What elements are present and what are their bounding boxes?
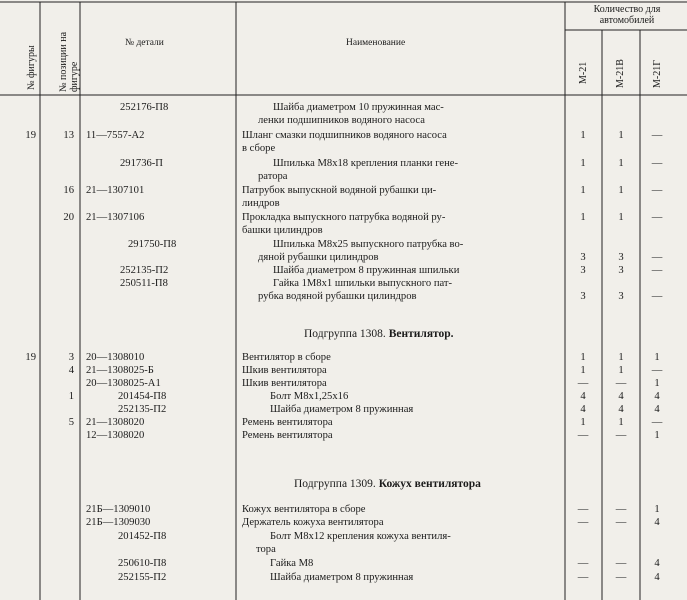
qty-m21: 1 — [580, 185, 586, 196]
qty-m21v: 1 — [618, 365, 624, 376]
qty-m21g: 4 — [654, 404, 660, 415]
position-number: 4 — [68, 365, 74, 376]
header-pos: № позиции на фигуре — [58, 31, 80, 92]
qty-m21: — — [577, 504, 589, 515]
header-name: Наименование — [346, 38, 406, 48]
table-row — [0, 557, 687, 570]
qty-m21v: 1 — [618, 417, 624, 428]
qty-m21g: — — [651, 158, 663, 169]
subgroup-heading — [294, 478, 481, 490]
qty-m21: — — [577, 572, 589, 583]
part-number: 291736-П — [120, 158, 163, 169]
figure-number: 19 — [25, 352, 36, 363]
part-name: Шайба диаметром 8 пружинная — [270, 404, 414, 415]
part-name: Вентилятор в сборе — [242, 352, 331, 363]
header-model-m21v: М-21В — [615, 59, 626, 88]
qty-m21g: 1 — [654, 430, 660, 441]
part-number: 252135-П2 — [120, 265, 169, 276]
qty-m21g: — — [651, 291, 663, 302]
qty-m21g: — — [651, 417, 663, 428]
part-number: 21—1307106 — [86, 212, 145, 223]
table-row — [0, 264, 687, 277]
part-name: башки цилиндров — [242, 225, 323, 236]
part-number: 20—1308025-А1 — [86, 378, 161, 389]
part-name: ленки подшипников водяного насоса — [258, 115, 425, 126]
part-name: Болт М8х1,25х16 — [270, 391, 349, 402]
table-row — [0, 503, 687, 516]
qty-m21g: — — [651, 365, 663, 376]
header-part: № детали — [125, 38, 164, 48]
table-row — [0, 101, 687, 114]
table-row — [0, 543, 687, 556]
qty-m21: — — [577, 517, 589, 528]
qty-m21g: 4 — [654, 572, 660, 583]
qty-m21: 4 — [580, 391, 586, 402]
table-row — [0, 114, 687, 127]
table-row — [0, 290, 687, 303]
position-number: 5 — [68, 417, 74, 428]
part-name: Кожух вентилятора в сборе — [242, 504, 366, 515]
table-row — [0, 377, 687, 390]
qty-m21v: 1 — [618, 352, 624, 363]
qty-m21: 3 — [580, 291, 586, 302]
qty-m21: 1 — [580, 365, 586, 376]
table-row — [0, 211, 687, 224]
table-row — [0, 197, 687, 210]
qty-m21g: — — [651, 265, 663, 276]
qty-m21v: 1 — [618, 185, 624, 196]
table-row — [0, 403, 687, 416]
qty-m21g: 1 — [654, 378, 660, 389]
qty-m21v: 1 — [618, 212, 624, 223]
part-number: 252155-П2 — [118, 572, 167, 583]
table-row — [0, 429, 687, 442]
qty-m21: 4 — [580, 404, 586, 415]
table-row — [0, 184, 687, 197]
table-row — [0, 251, 687, 264]
qty-m21v: 3 — [618, 265, 624, 276]
qty-m21: — — [577, 378, 589, 389]
qty-m21: 1 — [580, 212, 586, 223]
qty-m21v: 4 — [618, 404, 624, 415]
part-name: Шпилька М8х25 выпускного патрубка во- — [273, 239, 464, 250]
header-qty: Количество для автомобилей — [593, 4, 661, 26]
qty-m21g: 1 — [654, 504, 660, 515]
table-row — [0, 238, 687, 251]
part-name: Держатель кожуха вентилятора — [242, 517, 384, 528]
table-row — [0, 157, 687, 170]
qty-m21v: — — [615, 504, 627, 515]
part-number: 252135-П2 — [118, 404, 167, 415]
position-number: 13 — [63, 130, 74, 141]
qty-m21v: — — [615, 378, 627, 389]
part-name: Шайба диаметром 8 пружинная — [270, 572, 414, 583]
part-name: рубка водяной рубашки цилиндров — [258, 291, 417, 302]
header-model-m21: М-21 — [578, 61, 589, 84]
part-name: Шайба диаметром 8 пружинная шпильки — [273, 265, 460, 276]
part-number: 201454-П8 — [118, 391, 167, 402]
qty-m21: — — [577, 558, 589, 569]
qty-m21: 3 — [580, 252, 586, 263]
part-number: 250511-П8 — [120, 278, 168, 289]
qty-m21v: — — [615, 517, 627, 528]
part-number: 11—7557-А2 — [86, 130, 145, 141]
qty-m21: 1 — [580, 130, 586, 141]
table-row — [0, 224, 687, 237]
part-name: Шкив вентилятора — [242, 378, 327, 389]
part-number: 201452-П8 — [118, 531, 167, 542]
qty-m21g: 4 — [654, 558, 660, 569]
part-number: 291750-П8 — [128, 239, 177, 250]
part-number: 21—1307101 — [86, 185, 145, 196]
part-name: Гайка М8 — [270, 558, 314, 569]
part-name: Болт М8х12 крепления кожуха вентиля- — [270, 531, 451, 542]
position-number: 16 — [63, 185, 74, 196]
qty-m21g: — — [651, 252, 663, 263]
part-number: 252176-П8 — [120, 102, 169, 113]
part-number: 21Б—1309030 — [86, 517, 151, 528]
part-name: Ремень вентилятора — [242, 430, 333, 441]
part-name: Прокладка выпускного патрубка водяной ру- — [242, 212, 446, 223]
position-number: 1 — [68, 391, 74, 402]
part-name: Патрубок выпускной водяной рубашки ци- — [242, 185, 437, 196]
qty-m21g: — — [651, 130, 663, 141]
table-row — [0, 416, 687, 429]
subgroup-prefix: Подгруппа 1309. — [294, 478, 376, 490]
position-number: 20 — [63, 212, 74, 223]
qty-m21: 1 — [580, 158, 586, 169]
qty-m21g: 4 — [654, 391, 660, 402]
part-name: линдров — [242, 198, 280, 209]
table-row — [0, 530, 687, 543]
qty-m21g: — — [651, 185, 663, 196]
subgroup-title: Кожух вентилятора — [378, 478, 481, 490]
part-number: 21Б—1309010 — [86, 504, 151, 515]
part-name: тора — [256, 544, 276, 555]
table-row — [0, 516, 687, 529]
qty-m21v: — — [615, 558, 627, 569]
table-row — [0, 351, 687, 364]
qty-m21v: 1 — [618, 158, 624, 169]
part-name: Шайба диаметром 10 пружинная мас- — [273, 102, 444, 113]
qty-m21g: 1 — [654, 352, 660, 363]
figure-number: 19 — [25, 130, 36, 141]
part-number: 250610-П8 — [118, 558, 167, 569]
qty-m21v: 4 — [618, 391, 624, 402]
header-fig: № фигуры — [26, 45, 37, 90]
part-number: 21—1308025-Б — [86, 365, 154, 376]
qty-m21v: — — [615, 572, 627, 583]
qty-m21v: 1 — [618, 130, 624, 141]
part-number: 21—1308020 — [86, 417, 145, 428]
qty-m21: — — [577, 430, 589, 441]
qty-m21v: — — [615, 430, 627, 441]
part-number: 20—1308010 — [86, 352, 145, 363]
table-row — [0, 129, 687, 142]
subgroup-heading — [304, 328, 454, 340]
table-row — [0, 364, 687, 377]
part-name: Шпилька М8х18 крепления планки гене- — [273, 158, 458, 169]
part-name: ратора — [258, 171, 288, 182]
table-row — [0, 571, 687, 584]
table-row — [0, 170, 687, 183]
header-model-m21g: М-21Г — [652, 59, 663, 88]
qty-m21v: 3 — [618, 252, 624, 263]
qty-m21: 1 — [580, 352, 586, 363]
qty-m21g: — — [651, 212, 663, 223]
part-name: Шланг смазки подшипников водяного насоса — [242, 130, 447, 141]
part-name: Гайка 1М8х1 шпильки выпускного пат- — [273, 278, 453, 289]
part-name: Шкив вентилятора — [242, 365, 327, 376]
part-name: в сборе — [242, 143, 276, 154]
position-number: 3 — [68, 352, 74, 363]
qty-m21v: 3 — [618, 291, 624, 302]
part-name: Ремень вентилятора — [242, 417, 333, 428]
qty-m21: 1 — [580, 417, 586, 428]
subgroup-title: Вентилятор. — [388, 328, 454, 340]
table-row — [0, 390, 687, 403]
table-row — [0, 142, 687, 155]
part-number: 12—1308020 — [86, 430, 145, 441]
qty-m21: 3 — [580, 265, 586, 276]
table-row — [0, 277, 687, 290]
qty-m21g: 4 — [654, 517, 660, 528]
part-name: дяной рубашки цилиндров — [258, 252, 379, 263]
subgroup-prefix: Подгруппа 1308. — [304, 328, 386, 340]
